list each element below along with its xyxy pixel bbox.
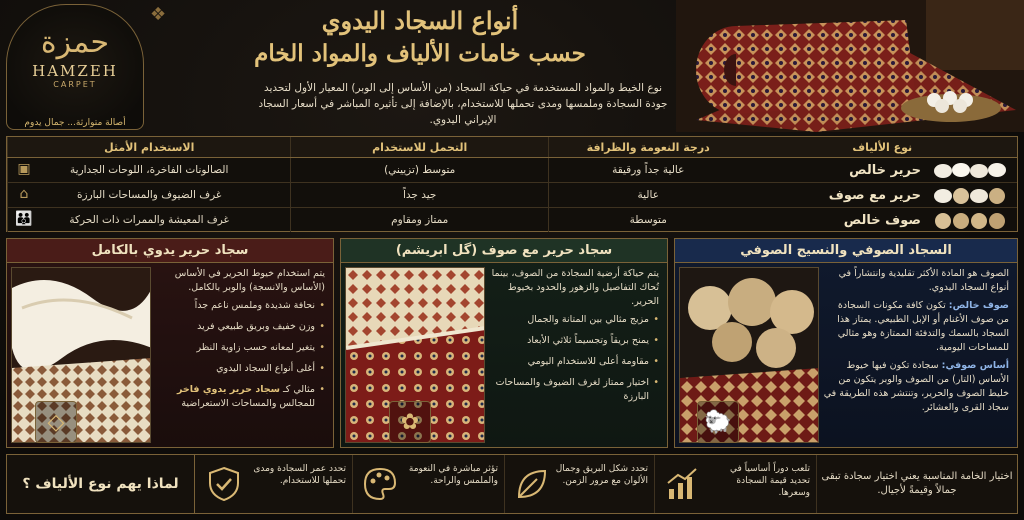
fiber-name: حرير خالص — [849, 162, 921, 178]
list-item: • اختيار ممتاز لغرف الضيوف والمساحات البارزة — [487, 376, 659, 404]
example-prefix: مثالي كـ — [283, 384, 315, 395]
list-item: • يتغير لمعانه حسب زاوية النظر — [153, 341, 325, 355]
fiber-cell — [748, 158, 1017, 182]
flower-icon: ✿ — [389, 401, 431, 443]
wool-balls-thumbnail — [929, 210, 1013, 231]
closing-statement: اختيار الخامة المناسبة يعني اختيار سجادة تبقى جمالاً وقيمةً لأجيال. — [821, 471, 1013, 496]
palette-icon — [361, 465, 399, 503]
wool-sub2-text: سجادة تكون فيها خيوط الأساس (التار) من الصوف والوبر يتكون من خليط الصوف والحرير، وتنتشر هذه الطريقة في سجاد القرى والعشائر. — [823, 360, 1009, 413]
diamond-icon: ◇ — [35, 401, 77, 443]
example-highlight: سجاد حرير يدوي فاخر — [176, 384, 280, 395]
list-item: • مزيج مثالي بين المتانة والجمال — [487, 313, 659, 327]
table-row — [7, 183, 1017, 208]
panel-pure-silk — [6, 238, 334, 448]
silk-features — [153, 299, 325, 411]
col-best-use: الاستخدام الأمثل — [7, 137, 290, 157]
table-row — [7, 158, 1017, 183]
table-row — [7, 208, 1017, 232]
use-cell — [7, 208, 290, 232]
wool-description — [823, 267, 1009, 419]
wool-sub1-title: صوف خالص: — [948, 300, 1009, 311]
use-cell — [7, 158, 290, 182]
list-item: • يمنح بريقاً وتجسيماً ثلاثي الأبعاد — [487, 334, 659, 348]
col-durability: التحمل للاستخدام — [290, 137, 547, 157]
reason-text: تحدد عمر السجادة ومدى تحملها للاستخدام. — [253, 464, 346, 486]
use-value: الصالونات الفاخرة، اللوحات الجدارية — [70, 164, 229, 176]
fiber-comparison-table — [6, 136, 1018, 232]
silk-example — [153, 383, 325, 411]
family-icon: 👪 — [15, 211, 33, 227]
softness-value: عالية — [548, 183, 748, 207]
silk-cocoons-thumbnail — [929, 160, 1013, 181]
mix-intro: يتم حياكة أرضية السجادة من الصوف، بينما تُحاك التفاصيل والزهور والحدود بخيوط الحرير. — [491, 268, 659, 307]
use-value: غرف الضيوف والمساحات البارزة — [77, 189, 222, 201]
list-item: • وزن خفيف وبريق طبيعي فريد — [153, 320, 325, 334]
panel-title: سجاد حرير يدوي بالكامل — [7, 239, 333, 263]
logo-mark: حمزة — [40, 25, 110, 60]
reason-text: تؤثر مباشرة في النعومة والملمس والراحة. — [408, 464, 498, 486]
panel-silk-wool — [340, 238, 668, 448]
durability-value: جيد جداً — [290, 183, 547, 207]
use-cell — [7, 183, 290, 207]
brand-logo — [6, 4, 144, 130]
sheep-icon: 🐑 — [697, 401, 739, 443]
reason-item — [505, 455, 655, 513]
table-header-row — [7, 137, 1017, 158]
use-value: غرف المعيشة والممرات ذات الحركة — [69, 214, 230, 226]
fiber-name: صوف خالص — [843, 212, 921, 228]
reason-item — [353, 455, 505, 513]
shield-check-icon — [205, 465, 243, 503]
wool-intro: الصوف هو المادة الأكثر تقليدية وانتشاراً في أنواع السجاد اليدوي. — [838, 268, 1009, 293]
silk-wool-thumbnail — [929, 185, 1013, 206]
brand-name: HAMZEH — [32, 62, 118, 80]
silk-skeins-image — [11, 267, 151, 443]
page-subtitle: حسب خامات الألياف والمواد الخام — [254, 40, 586, 67]
why-fiber-bar — [6, 454, 1018, 514]
fiber-name: حرير مع صوف — [828, 187, 921, 203]
list-item: • نحافة شديدة وملمس ناعم جداً — [153, 299, 325, 313]
mix-features — [487, 313, 659, 404]
silk-description — [153, 267, 325, 418]
why-fiber-title: لماذا يهم نوع الألياف ؟ — [7, 455, 195, 513]
col-softness: درجة النعومة والظرافة — [548, 137, 748, 157]
fiber-cell — [748, 183, 1017, 207]
softness-value: عالية جداً ورقيقة — [548, 158, 748, 182]
reason-text: تلعب دوراً أساسياً في تحديد قيمة السجادة وسعرها. — [729, 464, 810, 498]
reason-item — [655, 455, 817, 513]
col-fiber-type: نوع الألياف — [852, 140, 913, 154]
panel-title: سجاد حرير مع صوف (گل ابريشم) — [341, 239, 667, 263]
list-item: • أغلى أنواع السجاد اليدوي — [153, 362, 325, 376]
corner-ornament-icon: ❖ — [150, 4, 167, 25]
page-title: أنواع السجاد اليدوي — [321, 6, 519, 35]
wool-sub1-text: تكون كافة مكونات السجادة من صوف الأغنام أو الإبل الطبيعي. يمتاز هذا السجاد بالسمك والتدفئة الممتازة وهو مثالي للمساحات اليومية. — [837, 300, 1009, 353]
example-suffix: للمجالس والمساحات الاستعراضية — [181, 398, 315, 409]
armchair-icon: ⌂ — [19, 186, 29, 202]
panel-title: السجاد الصوفي والنسيج الصوفي — [675, 239, 1017, 263]
brand-sub: CARPET — [53, 80, 97, 89]
softness-value: متوسطة — [548, 208, 748, 232]
panel-wool — [674, 238, 1018, 448]
brand-tagline: أصالة متوارثة... جمال يدوم — [24, 118, 126, 128]
reason-item — [197, 455, 353, 513]
durability-value: متوسط (تزييني) — [290, 158, 547, 182]
list-item: • مقاومة أعلى للاستخدام اليومي — [487, 355, 659, 369]
frame-icon: ▣ — [17, 161, 31, 177]
growth-chart-icon — [663, 465, 701, 503]
durability-value: ممتاز ومقاوم — [290, 208, 547, 232]
leaf-icon — [513, 465, 551, 503]
reason-text: تحدد شكل البريق وجمال الألوان مع مرور الزمن. — [555, 464, 648, 486]
silk-intro: يتم استخدام خيوط الحرير في الأساس (الأساس والانسجة) والوبر بالكامل. — [174, 268, 325, 293]
fiber-cell — [748, 208, 1017, 232]
mix-description — [487, 267, 659, 411]
hero-carpet-roll-image — [676, 0, 1024, 132]
intro-paragraph: نوع الخيط والمواد المستخدمة في حياكة السجاد (من الأساس إلى الوبر) المعيار الأول لتحديد جودة السجادة وملمسها ومدى تحملها للاستخدام، بالإضافة إلى تأثيره المباشر في أسعار السجاد الإيراني اليدوي. — [258, 82, 668, 126]
wool-sub2-title: أساس صوفي: — [941, 360, 1009, 371]
